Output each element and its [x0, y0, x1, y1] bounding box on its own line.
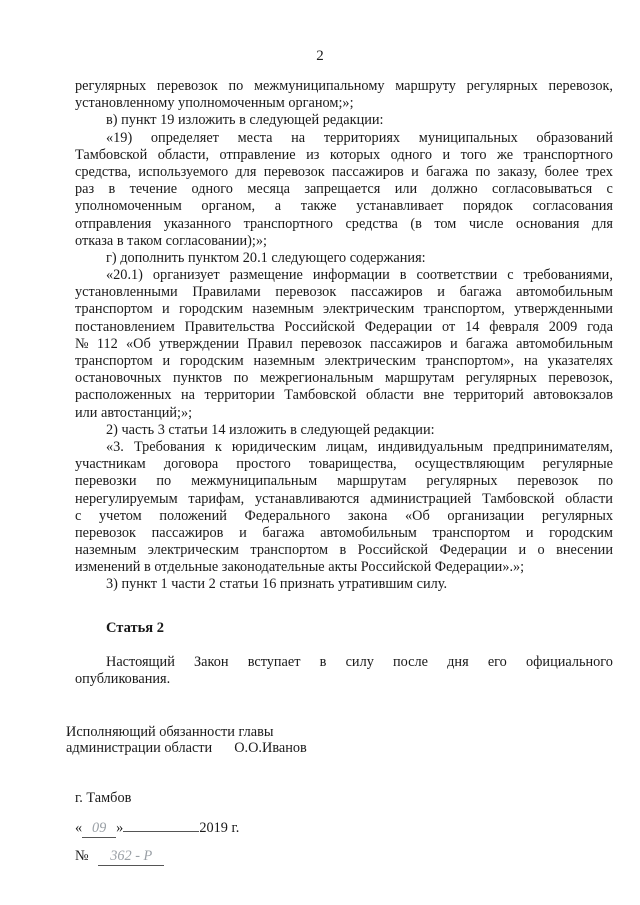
- word: устанавливает: [356, 198, 444, 215]
- word: «Об: [126, 335, 151, 352]
- word: транспортом,: [423, 301, 505, 318]
- word: №: [75, 335, 89, 352]
- word: перевозок,: [548, 78, 613, 94]
- word: из: [306, 146, 320, 163]
- paragraph: [75, 130, 613, 250]
- text-line: [75, 301, 613, 318]
- word: установленными: [75, 284, 178, 301]
- word: перевозок: [275, 284, 337, 301]
- word: или: [394, 181, 418, 198]
- word: наземным: [252, 301, 314, 318]
- word: его: [487, 654, 507, 670]
- word: Федерального: [244, 507, 331, 524]
- word: которых: [329, 146, 381, 163]
- word: перевозок,: [548, 370, 613, 387]
- text-line: [75, 370, 613, 387]
- text-line: [75, 112, 613, 129]
- word: на: [523, 353, 538, 369]
- word: автомобильным: [516, 335, 613, 352]
- word: Закон: [194, 654, 229, 670]
- word: и: [518, 542, 527, 559]
- word: пассажиров: [151, 524, 224, 541]
- word: регулярные: [542, 456, 613, 473]
- word: должно: [431, 181, 478, 198]
- word: течение: [129, 181, 178, 198]
- word: отправления: [75, 215, 152, 232]
- word: закона: [348, 507, 388, 524]
- word: простого: [236, 456, 291, 473]
- word: и: [162, 301, 170, 318]
- doc-number-value: 362 - Р: [98, 848, 164, 866]
- word: и: [442, 146, 451, 163]
- word: и: [525, 524, 534, 541]
- word: дня: [447, 654, 469, 670]
- text-line: [75, 233, 613, 250]
- text-segment: отказа в таком согласовании);»;: [75, 232, 267, 249]
- word: Тамбовской: [75, 146, 148, 163]
- word: Российской: [284, 318, 355, 335]
- document-number: [75, 848, 164, 866]
- word: органом,: [201, 198, 256, 215]
- word: также: [300, 198, 337, 215]
- text-line: [75, 181, 613, 198]
- word: багажа: [465, 335, 508, 352]
- paragraph: [75, 439, 613, 577]
- word: и: [239, 524, 247, 541]
- text-segment: г) дополнить пунктом 20.1 следующего содержания:: [106, 249, 426, 266]
- word: автовокзалов: [533, 387, 613, 404]
- word: официального: [526, 654, 613, 670]
- word: наземным: [253, 353, 315, 369]
- word: в: [319, 654, 327, 670]
- word: межмуниципальным: [191, 473, 318, 490]
- word: утвержденными: [514, 301, 613, 318]
- word: участникам: [75, 456, 146, 473]
- word: Российской: [357, 542, 429, 559]
- word: лицам,: [326, 438, 368, 455]
- word: перевозок: [75, 524, 136, 541]
- word: устанавливаются: [255, 490, 360, 507]
- word: транспортного: [243, 215, 333, 232]
- word: вступает: [247, 654, 301, 670]
- text-line: [75, 525, 613, 542]
- word: территорий: [453, 387, 524, 404]
- text-line: [75, 319, 613, 336]
- word: учетом: [99, 507, 142, 524]
- date-open-quote: «: [75, 820, 83, 836]
- text-segment: опубликования.: [75, 671, 171, 688]
- word: предпринимателям,: [493, 438, 613, 455]
- word: области: [565, 490, 613, 507]
- word: электрическим: [324, 353, 416, 369]
- word: по: [475, 163, 491, 180]
- word: регулярных: [465, 370, 537, 387]
- word: (в: [410, 215, 422, 232]
- word: багажа: [262, 524, 305, 541]
- word: и: [437, 284, 445, 301]
- word: в: [108, 181, 116, 198]
- word: договора: [163, 456, 219, 473]
- word: наземным: [75, 542, 137, 559]
- text-line: [75, 353, 613, 370]
- word: транспортом: [432, 524, 511, 541]
- word: 14: [465, 318, 480, 335]
- word: используемого: [138, 163, 229, 180]
- word: года: [587, 318, 613, 335]
- text-line: [75, 654, 613, 671]
- paragraph: [75, 250, 613, 267]
- word: организует: [152, 267, 220, 284]
- text-line: [75, 130, 613, 147]
- word: после: [393, 654, 428, 670]
- word: и: [449, 335, 458, 352]
- word: транспортом: [75, 353, 153, 369]
- word: согласовываться: [491, 181, 593, 198]
- document-body: [75, 78, 613, 594]
- word: перевозок: [300, 335, 362, 352]
- article-heading: Статья 2: [106, 620, 164, 636]
- text-line: [75, 336, 613, 353]
- text-line: [75, 95, 613, 112]
- paragraph: [75, 112, 613, 129]
- word: согласования: [532, 198, 613, 215]
- word: пунктов: [172, 370, 223, 387]
- word: с: [507, 267, 514, 284]
- text-line: [75, 267, 613, 284]
- word: одного: [390, 146, 433, 163]
- word: маршрутам: [337, 473, 407, 490]
- word: в: [339, 542, 347, 559]
- word: места: [237, 129, 273, 146]
- word: автомобильным: [516, 284, 613, 301]
- text-line: [75, 671, 613, 688]
- word: багажа: [426, 163, 469, 180]
- date-close-quote: »: [116, 820, 124, 836]
- word: более: [544, 163, 579, 180]
- text-line: [75, 542, 613, 559]
- text-segment: в) пункт 19 изложить в следующей редакции:: [106, 112, 384, 129]
- word: основания: [516, 215, 580, 232]
- word: средства,: [75, 163, 132, 180]
- word: Правилами: [192, 284, 261, 301]
- paragraph: [75, 422, 613, 439]
- word: на: [291, 129, 306, 146]
- word: межмуниципальному: [253, 78, 385, 94]
- word: указанного: [163, 215, 232, 232]
- word: маршруту: [395, 78, 456, 94]
- word: территории: [204, 387, 275, 404]
- word: транспортом»,: [425, 353, 515, 369]
- word: регулярных: [541, 507, 613, 524]
- word: о: [537, 542, 545, 559]
- word: раз: [75, 181, 95, 198]
- word: и: [162, 353, 171, 369]
- signatory-name: О.О.Иванов: [234, 740, 307, 756]
- signature-position-line2: администрации области: [66, 740, 213, 756]
- text-segment: 3) пункт 1 части 2 статьи 16 признать утратившим силу.: [106, 576, 448, 593]
- word: Правил: [247, 335, 293, 352]
- text-line: [75, 559, 613, 576]
- word: на: [181, 387, 195, 404]
- word: организации: [447, 507, 525, 524]
- word: Тамбовской: [482, 490, 555, 507]
- word: маршрутам: [384, 370, 455, 387]
- word: указателях: [547, 353, 613, 369]
- text-line: [75, 422, 613, 439]
- word: городским: [179, 353, 244, 369]
- word: перевозок: [517, 473, 579, 490]
- word: транспортом: [250, 542, 329, 559]
- word: регулярных: [426, 473, 498, 490]
- doc-number-prefix: №: [75, 848, 89, 864]
- word: «19): [106, 129, 133, 146]
- word: запрещается: [304, 181, 381, 198]
- word: электрическим: [323, 301, 415, 318]
- word: по: [233, 370, 249, 387]
- word: по: [228, 78, 244, 94]
- text-line: [75, 216, 613, 233]
- word: с: [606, 181, 613, 198]
- word: Настоящий: [106, 654, 175, 670]
- word: перевозки: [75, 473, 137, 490]
- word: транспортом: [75, 301, 153, 318]
- word: том: [434, 215, 457, 232]
- word: того: [460, 146, 487, 163]
- paragraph: [75, 576, 613, 593]
- text-line: [75, 164, 613, 181]
- word: Федерации: [439, 542, 508, 559]
- word: утверждении: [158, 335, 239, 352]
- word: юридическим: [231, 438, 317, 455]
- text-line: [75, 284, 613, 301]
- word: «20.1): [106, 267, 143, 284]
- text-line: [75, 387, 613, 404]
- word: силу: [345, 654, 374, 670]
- word: соответствии: [416, 267, 498, 284]
- word: требованиями,: [523, 267, 613, 284]
- word: Правительства: [184, 318, 275, 335]
- word: пассажиров: [332, 163, 404, 180]
- word: постановлением: [75, 318, 175, 335]
- word: месяца: [247, 181, 290, 198]
- word: электрическим: [147, 542, 239, 559]
- word: внесении: [556, 542, 613, 559]
- word: для: [591, 215, 613, 232]
- word: перевозок: [263, 163, 325, 180]
- text-line: [75, 456, 613, 473]
- word: администрацией: [370, 490, 472, 507]
- word: положений: [159, 507, 227, 524]
- word: остановочных: [75, 370, 162, 387]
- text-line: [75, 491, 613, 508]
- paragraph: [75, 78, 613, 112]
- date-year: 2019 г.: [199, 820, 240, 836]
- word: расположенных: [75, 387, 172, 404]
- word: средства: [345, 215, 398, 232]
- word: размещение: [229, 267, 303, 284]
- word: области,: [157, 146, 210, 163]
- word: вне: [423, 387, 445, 404]
- word: для: [235, 163, 257, 180]
- word: 112: [96, 335, 118, 352]
- text-line: [75, 508, 613, 525]
- final-paragraph: [75, 654, 613, 688]
- word: городским: [179, 301, 243, 318]
- text-line: [75, 439, 613, 456]
- city: г. Тамбов: [75, 790, 132, 806]
- word: товарищества,: [308, 456, 397, 473]
- text-line: [75, 250, 613, 267]
- word: транспортного: [523, 146, 613, 163]
- document-date: [75, 820, 239, 838]
- text-line: [75, 78, 613, 95]
- word: и: [411, 163, 419, 180]
- text-segment: 2) часть 3 статьи 14 изложить в следующей редакции:: [106, 421, 435, 438]
- word: от: [442, 318, 456, 335]
- text-line: [75, 473, 613, 490]
- word: по: [598, 473, 613, 490]
- word: перевозок: [156, 78, 218, 94]
- word: с: [75, 507, 82, 524]
- word: заказу,: [497, 163, 538, 180]
- word: городским: [549, 524, 613, 541]
- word: регулярных: [466, 78, 538, 94]
- word: межрегиональным: [259, 370, 374, 387]
- word: информации: [312, 267, 390, 284]
- word: в: [399, 267, 407, 284]
- text-segment: изменений в отдельные законодательные акты Российской Федерации».»;: [75, 559, 525, 576]
- word: «3.: [106, 438, 124, 455]
- page-number: 2: [316, 48, 324, 64]
- word: регулярных: [75, 78, 147, 94]
- word: Тамбовской: [284, 387, 357, 404]
- word: Требования: [133, 438, 205, 455]
- text-line: [75, 576, 613, 593]
- text-line: [75, 405, 613, 422]
- word: одного: [191, 181, 233, 198]
- date-day: 09: [82, 820, 116, 838]
- word: муниципальных: [418, 129, 518, 146]
- word: пассажиров: [350, 284, 423, 301]
- text-segment: установленному уполномоченным органом;»;: [75, 95, 354, 112]
- word: к: [214, 438, 222, 455]
- signature-position-line1: Исполняющий обязанности главы: [66, 724, 274, 740]
- text-segment: или автостанций;»;: [75, 404, 193, 421]
- word: числе: [468, 215, 504, 232]
- word: 2009: [548, 318, 578, 335]
- word: уполномоченным: [75, 198, 182, 215]
- word: автомобильным: [320, 524, 417, 541]
- word: «Об: [405, 507, 430, 524]
- date-month: [123, 831, 199, 832]
- word: территориях: [323, 129, 401, 146]
- word: Федерации: [364, 318, 433, 335]
- word: а: [274, 198, 282, 215]
- word: порядок: [462, 198, 513, 215]
- word: образований: [536, 129, 613, 146]
- word: нерегулируемым: [75, 490, 178, 507]
- word: же: [497, 146, 514, 163]
- text-line: [75, 198, 613, 215]
- signature-block: [66, 724, 307, 756]
- word: тарифам,: [188, 490, 245, 507]
- text-line: [75, 147, 613, 164]
- word: отправление: [219, 146, 296, 163]
- word: индивидуальным: [377, 438, 484, 455]
- word: по: [156, 473, 172, 490]
- word: пассажиров: [369, 335, 442, 352]
- word: февраля: [489, 318, 539, 335]
- word: багажа: [459, 284, 502, 301]
- word: определяет: [150, 129, 219, 146]
- word: осуществляющим: [414, 456, 525, 473]
- paragraph: [75, 267, 613, 422]
- word: области: [365, 387, 414, 404]
- word: трех: [585, 163, 613, 180]
